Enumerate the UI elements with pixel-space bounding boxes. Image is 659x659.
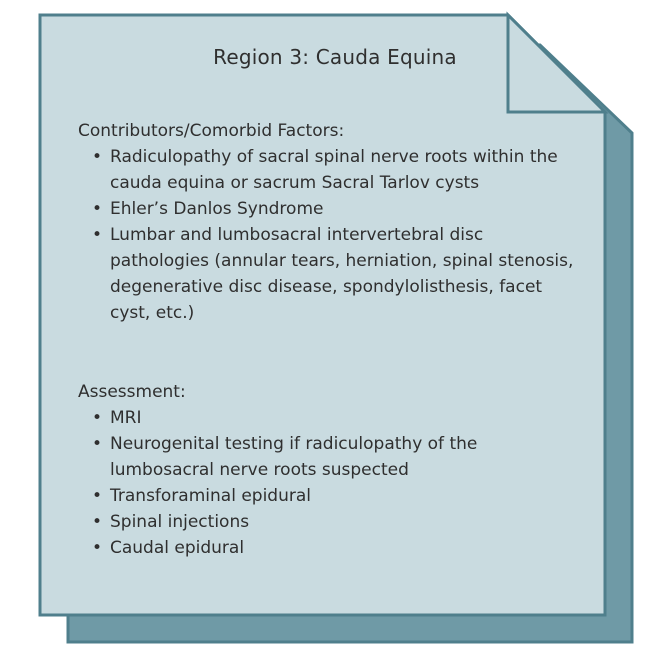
list-item: [92, 509, 578, 535]
assessment-heading: Assessment:: [78, 382, 186, 402]
assessment-list: [78, 405, 578, 561]
contributors-list: [78, 144, 578, 326]
bullet-icon: •: [92, 147, 103, 167]
list-item-text: MRI: [110, 408, 142, 428]
contributors-section: [78, 118, 578, 326]
list-item-text: Ehler’s Danlos Syndrome: [110, 199, 324, 219]
note-content: [40, 15, 600, 615]
list-item-text: Neurogenital testing if radiculopathy of the lumbosacral nerve roots suspected: [110, 434, 478, 480]
bullet-icon: •: [92, 434, 103, 454]
contributors-heading: Contributors/Comorbid Factors:: [78, 121, 345, 141]
bullet-icon: •: [92, 225, 103, 245]
bullet-icon: •: [92, 512, 103, 532]
list-item: [92, 405, 578, 431]
note-title: Region 3: Cauda Equina: [213, 45, 457, 69]
list-item: [92, 222, 578, 326]
bullet-icon: •: [92, 199, 103, 219]
list-item: [92, 535, 578, 561]
list-item: [92, 196, 578, 222]
list-item-text: Lumbar and lumbosacral intervertebral disc pathologies (annular tears, herniation, spinal stenosis, degenerative disc disease, spondylolisthesis, facet cyst, etc.): [110, 225, 574, 323]
assessment-section: [78, 379, 578, 561]
list-item-text: Transforaminal epidural: [110, 486, 311, 506]
bullet-icon: •: [92, 538, 103, 558]
list-item-text: Radiculopathy of sacral spinal nerve roots within the cauda equina or sacrum Sacral Tarlov cysts: [110, 147, 558, 193]
list-item: [92, 144, 578, 196]
bullet-icon: •: [92, 486, 103, 506]
list-item-text: Caudal epidural: [110, 538, 245, 558]
list-item: [92, 483, 578, 509]
list-item: [92, 431, 578, 483]
list-item-text: Spinal injections: [110, 512, 250, 532]
bullet-icon: •: [92, 408, 103, 428]
